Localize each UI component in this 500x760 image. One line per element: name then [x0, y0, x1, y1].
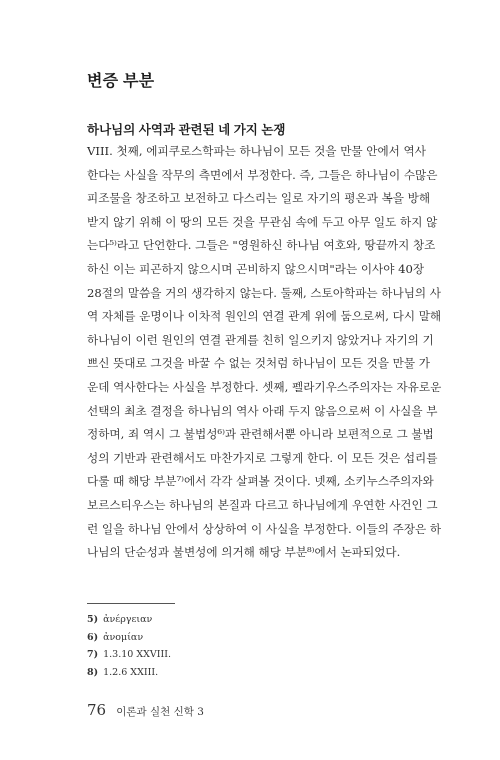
footnote [87, 629, 171, 647]
running-title: 이론과 실천 신학 3 [116, 706, 204, 718]
footnote [87, 664, 171, 682]
body-line: 역 자체를 운명이나 이차적 원인의 연결 관계 위에 둠으로써, 다시 말해 [87, 309, 442, 324]
body-line: 하신 이는 피곤하지 않으시며 곤비하지 않으시며"라는 이사야 40장 [87, 261, 425, 276]
page-footer [87, 700, 204, 719]
footnote-text: 1.2.6 XXIII. [103, 666, 159, 678]
body-line: 정하며, 죄 역시 그 불법성⁶⁾과 관련해서뿐 아니라 보편적으로 그 불법 [87, 427, 434, 442]
body-line: 선택의 최초 결정을 하나님의 역사 아래 두지 않음으로써 이 사실을 부 [87, 403, 438, 418]
footnote-number: 8) [87, 666, 99, 678]
body-line: 운데 역사한다는 사실을 부정한다. 셋째, 펠라기우스주의자는 자유로운 [87, 379, 442, 394]
footnote-number: 5) [87, 614, 99, 625]
footnote-number: 6) [87, 631, 99, 643]
body-line: VIII. 첫째, 에피쿠로스학파는 하나님이 모든 것을 만물 안에서 역사 [87, 144, 426, 158]
body-paragraph [87, 140, 442, 565]
body-line: 나님의 단순성과 불변성에 의거해 해당 부분⁸⁾에서 논파되었다. [87, 545, 401, 560]
body-line: 성의 기반과 관련해서도 마찬가지로 그렇게 한다. 이 모든 것은 섭리를 [87, 450, 438, 465]
subheading: 하나님의 사역과 관련된 네 가지 논쟁 [87, 123, 286, 137]
body-line: 한다는 사실을 작무의 측면에서 부정한다. 즉, 그들은 하나님이 수많은 [87, 167, 438, 182]
footnote-text: ἀνομίαν [103, 631, 144, 643]
footnote-text: 1.3.10 XXVIII. [103, 649, 172, 660]
footnotes [87, 611, 171, 681]
footnote-divider [87, 603, 175, 604]
body-line: 받지 않기 위해 이 땅의 모든 것을 무관심 속에 두고 아무 일도 하지 않 [87, 214, 438, 229]
footnote-number: 7) [87, 649, 99, 660]
body-line: 는다⁵⁾라고 단언한다. 그들은 "영원하신 하나님 여호와, 땅끝까지 창조 [87, 238, 436, 253]
body-line: 보르스티우스는 하나님의 본질과 다르고 하나님에게 우연한 사건인 그 [87, 497, 438, 512]
footnote [87, 611, 171, 629]
body-line: 하나님이 이런 원인의 연결 관계를 친히 일으키지 않았거나 자기의 기 [87, 332, 434, 347]
body-line: 다룰 때 해당 부분⁷⁾에서 각각 살펴볼 것이다. 넷째, 소키누스주의자와 [87, 474, 434, 489]
section-heading: 변증 부분 [87, 73, 155, 90]
body-line: 피조물을 창조하고 보전하고 다스리는 일로 자기의 평온과 복을 방해 [87, 191, 431, 206]
footnote [87, 646, 171, 664]
body-line: 런 일을 하나님 안에서 상상하여 이 사실을 부정한다. 이들의 주장은 하 [87, 521, 442, 536]
body-line: 28절의 말씀을 거의 생각하지 않는다. 둘째, 스토아학파는 하나님의 사 [87, 285, 441, 300]
footnote-text: ἀνέργειαν [103, 614, 153, 625]
body-line: 쁘신 뜻대로 그것을 바꿀 수 없는 것처럼 하나님이 모든 것을 만물 가 [87, 356, 430, 371]
page-number: 76 [87, 701, 107, 719]
